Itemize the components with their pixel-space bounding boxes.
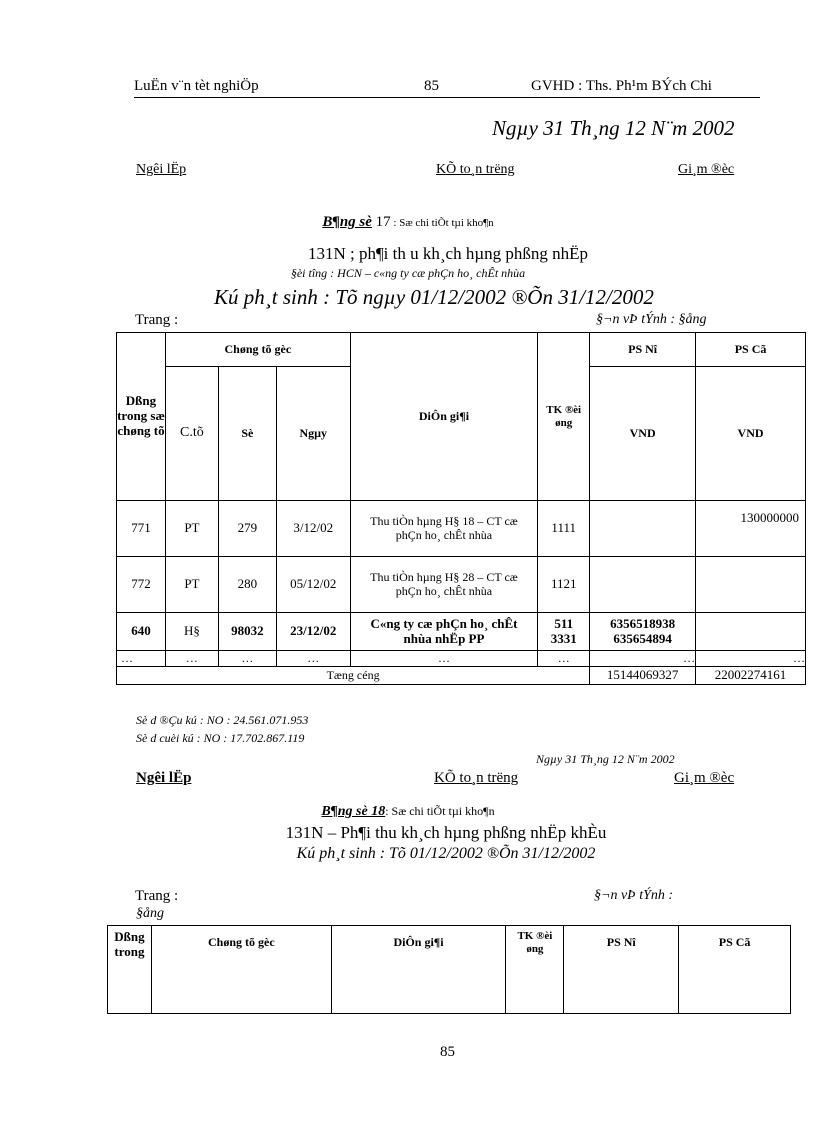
table18-caption	[0, 804, 816, 820]
opening-balance: Sè d ®Çu kú : NO : 24.561.071.953	[136, 713, 309, 727]
header-left: LuËn v¨n tèt nghiÖp	[134, 78, 259, 94]
table18-period-line: Kú ph¸t sinh : Tõ 01/12/2002 ®Õn 31/12/2002	[296, 845, 596, 862]
table17-head-doc-number: Sè	[218, 367, 276, 501]
table17-period-line: Kú ph¸t sinh : Tõ ngµy 01/12/2002 ®Õn 31/12/2002	[214, 285, 654, 309]
date-line-top: Ngµy 31 Th¸ng 12 N¨m 2002	[492, 116, 735, 140]
table18	[107, 925, 791, 1014]
header-page-number: 85	[424, 78, 439, 94]
footer-page-number: 85	[440, 1044, 455, 1060]
table17-object-line: §èi tîng : HCN – c«ng ty cæ phÇn ho¸ chÊt nhùa	[290, 266, 526, 280]
table18-head-contra-account: TK ®èi øng	[506, 926, 564, 1014]
table17-caption-rest: : Sæ chi tiÕt tµi kho¶n	[390, 217, 494, 229]
table17-head-description: DiÔn gi¶i	[350, 333, 538, 501]
table17-unit-label: §¬n vÞ tÝnh : §ång	[596, 312, 707, 327]
signature-preparer-2: Ngêi lËp	[136, 770, 192, 786]
table17-head-debit-currency: VND	[590, 367, 696, 501]
table17	[116, 332, 806, 685]
table-row: 772 PT 280 05/12/02 Thu tiÒn hµng H§ 28 – CT cæ phÇn ho¸ chÊt nhùa 1121	[117, 557, 806, 613]
table18-head-source-doc: Chøng tõ gèc	[151, 926, 331, 1014]
closing-balance: Sè d cuèi kú : NO : 17.702.867.119	[136, 731, 305, 745]
table18-head-description: DiÔn gi¶i	[331, 926, 506, 1014]
table18-account-line: 131N – Ph¶i thu kh¸ch hµng phßng nhËp khÈu	[285, 823, 607, 842]
table17-head-doc-type: C.tõ	[165, 367, 218, 501]
table18-page-label: Trang :	[135, 888, 179, 904]
signature-preparer: Ngêi lËp	[136, 162, 187, 177]
table17-head-source-doc: Chøng tõ gèc	[165, 333, 350, 367]
table17-ellipsis-row: … … … … … … … …	[117, 651, 806, 667]
table18-unit-label: §¬n vÞ tÝnh :	[594, 888, 674, 903]
signature-chief-accountant: KÕ to¸n trëng	[436, 162, 515, 177]
table17-head-debit: PS Nî	[590, 333, 696, 367]
table18-caption-rest: : Sæ chi tiÕt tµi kho¶n	[385, 804, 495, 818]
table17-head-doc-date: Ngµy	[276, 367, 350, 501]
table17-caption-number: 17	[371, 214, 391, 230]
signature-director-2: Gi¸m ®èc	[674, 770, 735, 786]
signature-director: Gi¸m ®èc	[678, 162, 735, 177]
table18-unit-word: §ång	[136, 906, 164, 921]
signature-chief-accountant-2: KÕ to¸n trëng	[434, 770, 519, 786]
table17-caption	[0, 214, 816, 231]
table18-head-credit: PS Cã	[679, 926, 791, 1014]
table18-head-debit: PS Nî	[564, 926, 679, 1014]
table17-head-credit-currency: VND	[696, 367, 806, 501]
table-row: 771 PT 279 3/12/02 Thu tiÒn hµng H§ 18 – CT cæ phÇn ho¸ chÊt nhùa 1111 130000000	[117, 501, 806, 557]
header-rule	[134, 97, 760, 98]
table17-head-contra-account: TK ®èi øng	[538, 333, 590, 501]
table17-account-line: 131N ; ph¶i th u kh¸ch hµng phßng nhËp	[307, 244, 589, 263]
table18-caption-bold: B¶ng sè 18	[321, 804, 386, 819]
table17-total-row: Tæng céng 15144069327 22002274161	[117, 667, 806, 685]
table-row: 640 H§ 98032 23/12/02 C«ng ty cæ phÇn ho¸ chÊt nhùa nhËp PP 511 3331 6356518938 635654894	[117, 613, 806, 651]
table17-page-label: Trang :	[135, 312, 179, 328]
table18-head-line: Dßng trong	[108, 926, 152, 1014]
table17-head-line: Dßng trong sæ chøng tõ	[117, 333, 166, 501]
date-line-mid: Ngµy 31 Th¸ng 12 N¨m 2002	[536, 752, 675, 766]
table17-head-credit: PS Cã	[696, 333, 806, 367]
table17-caption-bold: B¶ng sè	[322, 214, 372, 230]
header-right: GVHD : Ths. Ph¹m BÝch Chi	[531, 78, 712, 94]
